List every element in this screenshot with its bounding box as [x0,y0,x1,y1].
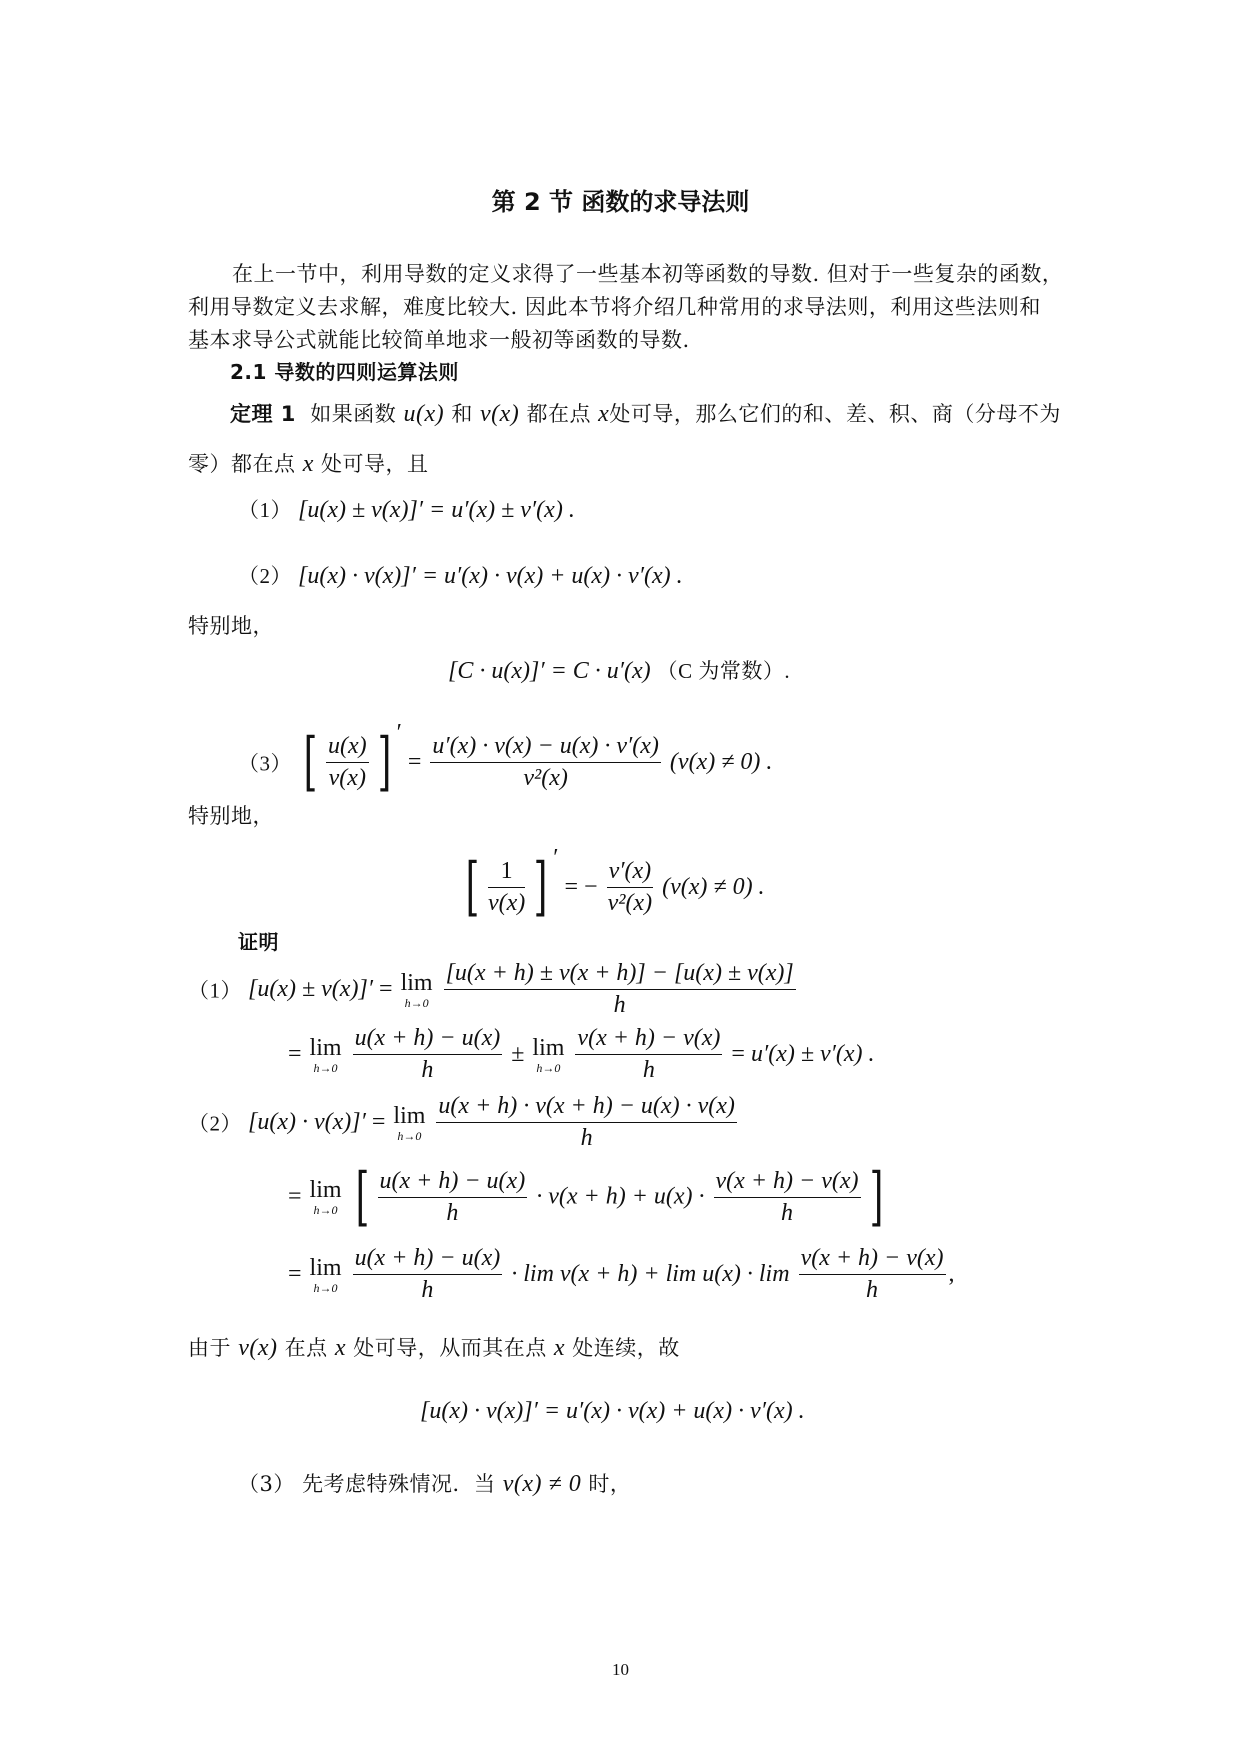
lim-subscript: h→0 [397,1128,422,1143]
proof-1-label: （1） [188,978,242,1003]
lim-subscript: h→0 [313,1203,338,1217]
theorem-label: 定理 1 [230,402,296,426]
proof-3-condition: v(x) ≠ 0 [502,1471,582,1497]
proof-2c-denominator-2: h [866,1277,879,1303]
page-title: 第 2 节 函数的求导法则 [491,188,750,216]
rule-3s-denominator: v(x) [487,889,526,916]
rule-1 [238,494,575,524]
rule-2-special-note: （C 为常数）. [656,659,791,683]
theorem-text-a: 如果函数 [310,402,397,426]
lim-word: lim [309,1177,342,1203]
theorem-line-1 [230,398,1061,428]
lim-word: lim [309,1254,342,1281]
rule-3-result-denominator: v²(x) [523,764,568,791]
left-bracket: [ [465,850,480,925]
proof-2b-numerator-2: v(x + h) − v(x) [714,1168,861,1198]
section-heading: 2.1 导数的四则运算法则 [230,360,459,384]
proof-1-denominator: h [613,992,626,1018]
proof-3-line [238,1468,631,1498]
lim-subscript: h→0 [404,995,429,1010]
proof-2b-denominator-1: h [446,1199,459,1226]
intro-line-1: 在上一节中，利用导数的定义求得了一些基本初等函数的导数. 但对于一些复杂的函数， [232,262,1064,286]
rule-1-label: （1） [238,498,292,522]
left-bracket: [ [303,725,318,800]
continuity-line [188,1332,680,1362]
proof-2b-denominator-2: h [781,1199,794,1226]
lim-word: lim [400,969,433,996]
rule-3: （3） [ $\frac{u(x)}{v(x)}$ ] ′ = $\frac{u'(x) \cdot v(x) - u(x) \cdot v'(x)}{\text{v²(x)}}$ (v(x) ≠ 0) . [238,720,773,800]
proof-2-numerator: u(x + h) · v(x + h) − u(x) · v(x) [436,1093,736,1123]
rule-3s-condition: (v(x) ≠ 0) . [662,873,765,900]
proof-2-result [420,1398,805,1425]
theorem-x: x [598,401,610,427]
rule-3-result-numerator: u′(x) · v(x) − u(x) · v′(x) [430,733,661,763]
theorem-line2-a: 零）都在点 [188,452,296,476]
theorem-line-2 [188,448,429,478]
rule-2-special-formula: [C · u(x)]′ = C · u′(x) [448,658,651,684]
proof-2-label: （2） [188,1111,242,1136]
proof-2c-numerator-1: u(x + h) − u(x) [353,1245,503,1275]
theorem-text-b: 都在点 [526,402,591,426]
page-number: 10 [612,1660,629,1679]
proof-1b-denominator-1: h [421,1057,434,1083]
rule-3-denominator: v(x) [328,764,366,791]
theorem-x-2: x [302,451,314,477]
continuity-text-c: 处可导，从而其在点 [353,1336,547,1360]
proof-1b-denominator-2: h [642,1057,655,1083]
proof-1-numerator: [u(x + h) ± v(x + h)] − [u(x) ± v(x)] [444,960,796,990]
proof-1-line-1: （1） [u(x) ± v(x)]′ = lim h→0 $\frac{[u(x + h) \pm v(x + h)] - [u(x) \pm v(x)]}{h}$ [188,960,794,1018]
rule-1-formula: [u(x) ± v(x)]′ = u′(x) ± v′(x) . [298,497,575,523]
proof-2c-denominator-1: h [421,1277,434,1303]
intro-line-3: 基本求导公式就能比较简单地求一般初等函数的导数. [188,328,690,352]
lim-word: lim [532,1034,565,1061]
right-bracket: ] [869,1160,883,1234]
rule-3-special: [ $\frac{1}{v(x)}$ ] ′ = − $\frac{v'(x)}{\text{v²(x)}}$ (v(x) ≠ 0) . [465,845,765,925]
rule-3-condition: (v(x) ≠ 0) . [669,748,773,775]
rule-2-special [448,655,790,685]
proof-2c-numerator-2: v(x + h) − v(x) [799,1245,946,1275]
proof-1b-result: u′(x) ± v′(x) . [750,1041,875,1067]
continuity-x: x [334,1335,347,1361]
continuity-v: v(x) [238,1335,278,1361]
proof-1-line-2: = lim h→0 $\frac{u(x + h) - u(x)}{h}$ ± lim h→0 $\frac{v(x + h) - v(x)}{h}$ = u′(x) ± v′(x) . [288,1025,875,1083]
proof-2b-numerator-1: u(x + h) − u(x) [378,1168,528,1198]
proof-1b-numerator-2: v(x + h) − v(x) [575,1025,722,1055]
left-bracket: [ [355,1160,369,1234]
theorem-text-c: 处可导，那么它们的和、差、积、商（分母不为 [609,402,1061,426]
continuity-text-a: 由于 [188,1336,231,1360]
lim-subscript: h→0 [313,1060,338,1075]
continuity-text-b: 在点 [284,1336,328,1360]
theorem-and: 和 [451,402,473,426]
theorem-v: v(x) [480,401,520,427]
proof-2-result-formula: [u(x) · v(x)]′ = u′(x) · v(x) + u(x) · v′(x) . [420,1398,805,1424]
rule-3-label: （3） [238,751,292,776]
proof-3-text: 先考虑特殊情况．当 [302,1472,496,1496]
rule-3s-result-numerator: v′(x) [607,858,654,888]
proof-2-lhs: [u(x) · v(x)]′ [248,1109,366,1135]
continuity-x-2: x [553,1335,566,1361]
theorem-line2-b: 处可导，且 [321,452,429,476]
lim-subscript: h→0 [536,1060,561,1075]
lim-word: lim [309,1034,342,1061]
lim-subscript: h→0 [313,1280,338,1295]
rule-3s-numerator: 1 [488,858,525,888]
proof-1-lhs: [u(x) ± v(x)]′ [248,976,374,1002]
proof-2c-middle: · lim v(x + h) + lim u(x) · lim [511,1261,790,1287]
proof-1b-numerator-1: u(x + h) − u(x) [353,1025,503,1055]
rule-2-formula: [u(x) · v(x)]′ = u′(x) · v(x) + u(x) · v′(x) . [298,563,683,589]
lim-word: lim [393,1102,426,1129]
right-bracket: ] [533,850,548,925]
rule-2-label: （2） [238,564,292,588]
proof-3-label: （3） [238,1472,295,1496]
proof-label: 证明 [238,930,279,954]
special-case-2: 特别地， [188,804,274,828]
proof-2b-middle: · v(x + h) + u(x) · [536,1183,705,1210]
proof-2-line-3: = lim h→0 $\frac{u(x + h) - u(x)}{h}$ · lim v(x + h) + lim u(x) · lim $\frac{v(x + h) - v(x)}{h}$ , [288,1245,955,1303]
rule-2 [238,560,683,590]
proof-2-line-1: （2） [u(x) · v(x)]′ = lim h→0 $\frac{u(x + h) \cdot v(x + h) - u(x) \cdot v(x)}{h}$ [188,1093,735,1151]
special-case-1: 特别地， [188,614,274,638]
continuity-text-d: 处连续，故 [572,1336,680,1360]
rule-3-numerator: u(x) [326,733,369,763]
proof-2-denominator: h [580,1125,593,1151]
proof-2-line-2: = lim h→0 [ $\frac{u(x + h) - u(x)}{h}$ · v(x + h) + u(x) · $\frac{v(x + h) - v(x)}{h}$ ] [288,1160,883,1234]
proof-3-end: 时， [588,1472,632,1496]
theorem-u: u(x) [403,401,445,427]
rule-3s-result-denominator: v²(x) [607,889,653,916]
right-bracket: ] [377,725,391,800]
intro-line-2: 利用导数定义去求解，难度比较大. 因此本节将介绍几种常用的求导法则，利用这些法则和 [188,295,1041,319]
